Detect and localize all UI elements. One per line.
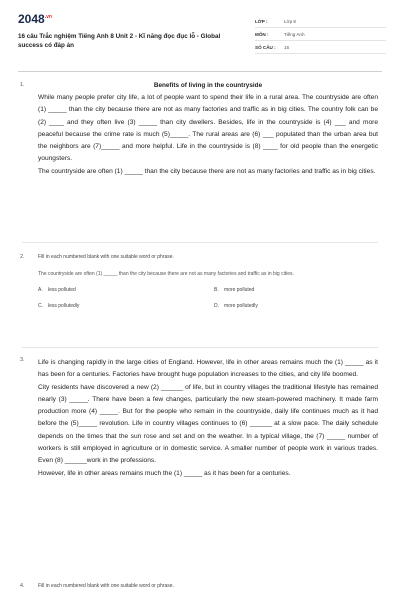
question-2 [18,254,382,309]
option-letter: B. [214,287,219,293]
option-letter: A. [38,287,43,293]
header-divider [18,71,382,72]
passage-paragraph: While many people prefer city life, a lot of people want to spend their life in a rural area. The countryside are often (1) _____ than the city because there are not as many factories and traffic as in big cities. The country folk can be (2) ____ and they often live (3) _____ than city dwellers. Besides, life in the countryside is (4) ___ and more peaceful because the crime rate is much (5)_____. The rural areas are (6) ___ populated than the urban area but the neighbors are (7)_____ and more helpful. Life in the countryside is (8) ____ for old people than the energetic youngsters. [38,94,378,163]
meta-key: SỐ CÂU : [255,44,276,50]
option-text: less polluted [48,287,76,293]
logo-text: 2048 [18,12,45,26]
question-number: 2. [20,254,25,260]
passage-paragraph: However, life in other areas remains much the (1) _____ as it has been for a centuries. [38,469,291,477]
question-3 [18,357,382,480]
question-number: 1. [20,82,25,88]
question-1 [18,82,382,178]
document-title: 16 câu Trắc nghiệm Tiếng Anh 8 Unit 2 - Kĩ năng đọc đục lỗ - Global success có đáp án [18,33,221,49]
meta-key: LỚP : [255,18,268,24]
document-meta [255,15,386,54]
meta-row-subject [255,28,386,41]
question-instruction: Fill in each numbered blank with one suitable word or phrase. [38,254,174,260]
page-header [18,12,386,68]
option-letter: C. [38,303,43,309]
answer-option-c[interactable] [38,303,214,309]
question-number: 3. [20,357,25,363]
meta-key: MÔN : [255,31,269,37]
option-text: more polluted [224,287,255,293]
question-4 [18,583,382,598]
meta-row-class [255,15,386,28]
answer-option-d[interactable] [214,303,378,309]
meta-value: 16 [284,44,290,50]
answer-option-a[interactable] [38,287,214,293]
question-instruction: Fill in each numbered blank with one suitable word or phrase. [38,583,174,589]
passage-paragraph: Life is changing rapidly in the large cities of England. However, life in other areas remains much the (1) _____ as it has been for a centuries. Factories have brought huge population increases to the cities, and city life boomed. [38,359,378,379]
option-letter: D. [214,303,219,309]
answer-options [38,287,378,309]
option-text: less pollutedly [48,303,80,309]
site-logo[interactable] [18,12,52,26]
passage-title: Benefits of living in the countryside [153,82,263,89]
question-sentence: The countryside are often (1) _____ than the city because there are not as many factories and traffic as in big cities. [38,271,294,277]
option-text: more pollutedly [224,303,258,309]
passage-paragraph: The countryside are often (1) _____ than the city because there are not as many factories and traffic as in big cities. [38,167,376,175]
answer-option-b[interactable] [214,287,378,293]
passage-paragraph: City residents have discovered a new (2) ______ of life, but in country villages the traditional lifestyle has remained nearly (3) _____. There have been a few changes, particularly the new steam-powered machinery. It made farm production more (4) _____. But for the people who remain in the countryside, daily life continues much as it had before the (5)_____ revolution. Life in country villages continues to (6) ______ at a slow pace. The daily schedule depends on the times that the sun rose and set and on the weather. In a typical village, the (7) _____ number of workers is still employed in agriculture or in domestic service. A smaller number of people work in various trades. Even (8) ______work in the professions. [38,383,378,465]
question-separator [22,347,378,348]
meta-row-count [255,41,386,54]
meta-value: Tiếng Anh [284,31,305,37]
question-separator [22,242,378,243]
meta-value: Lớp 8 [284,18,296,24]
question-number: 4. [20,583,25,589]
logo-suffix: .vn [44,14,52,20]
